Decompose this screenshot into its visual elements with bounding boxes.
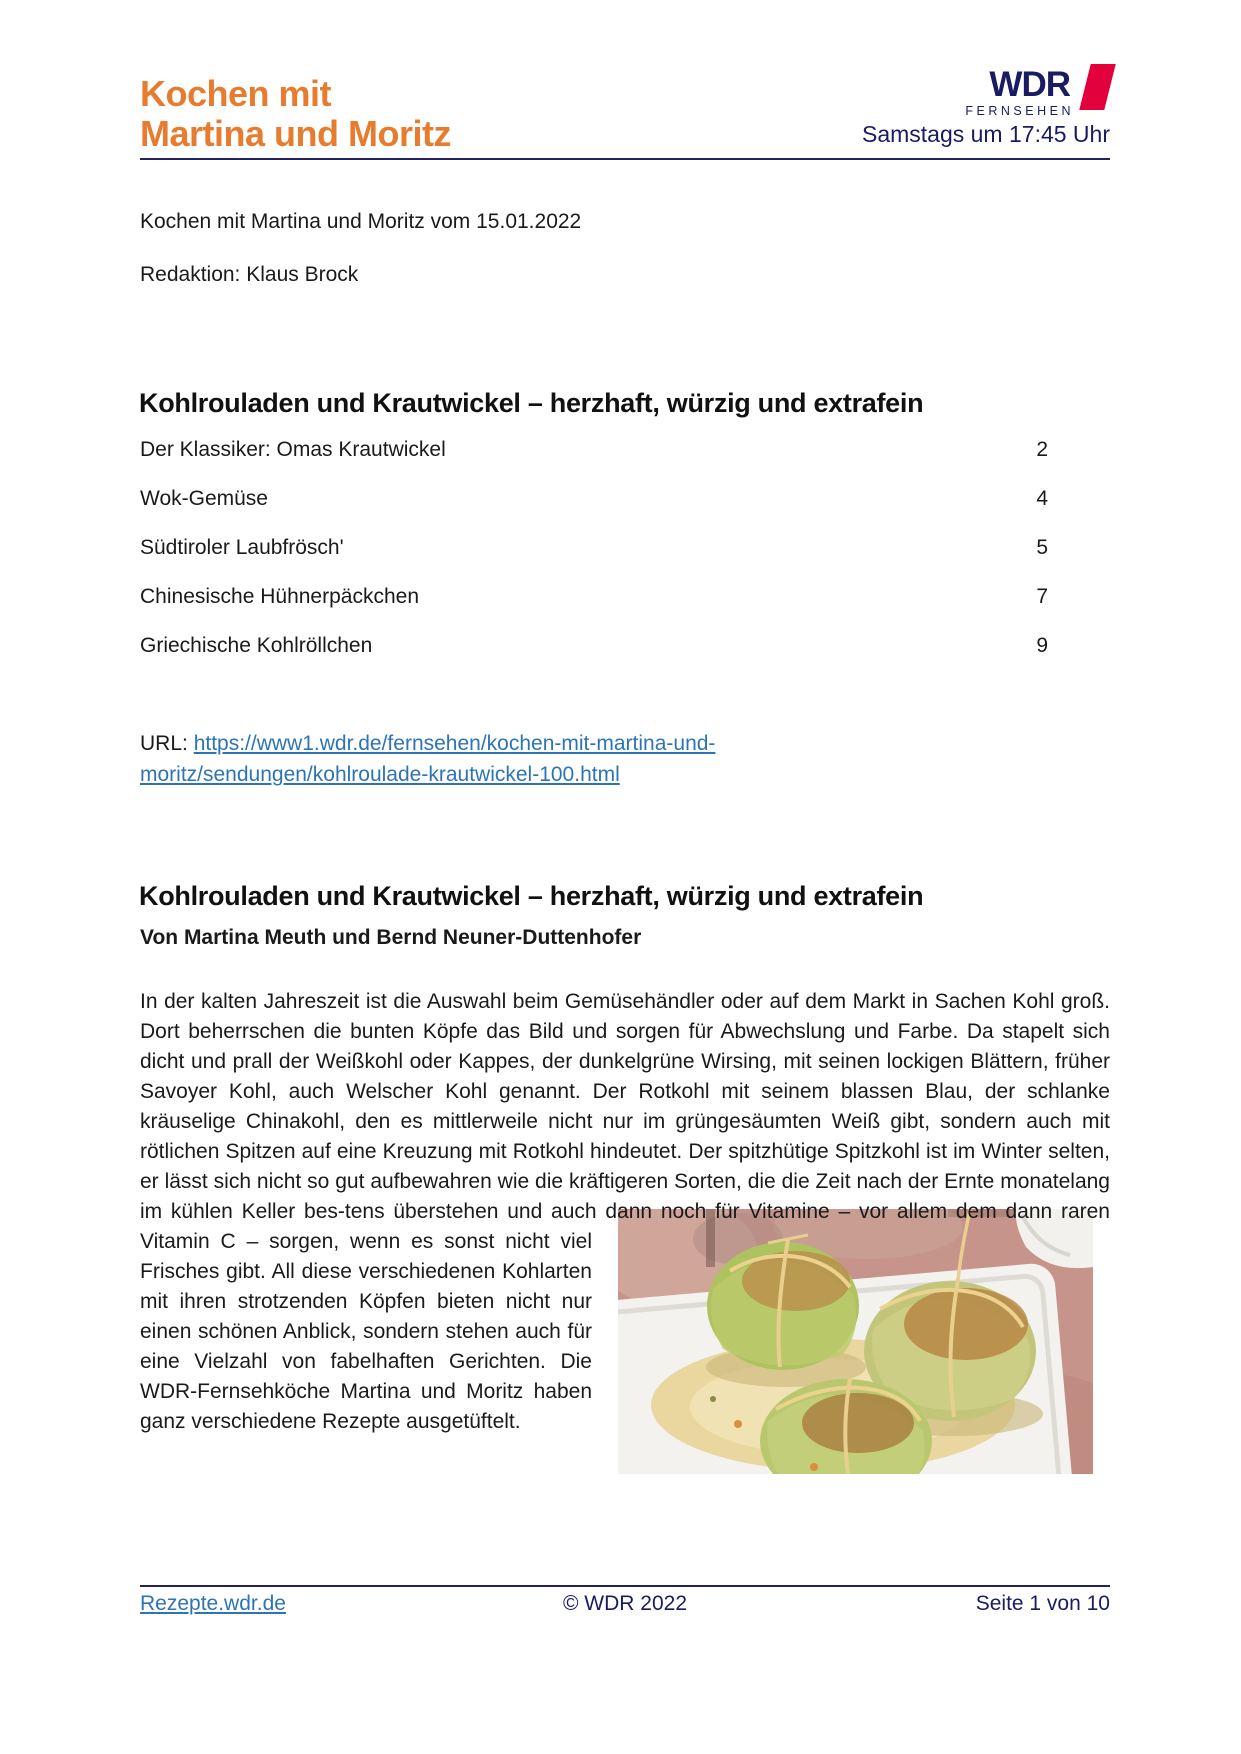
header-rule (140, 158, 1110, 160)
show-logo (140, 74, 451, 154)
toc-entry-page: 9 (1036, 634, 1048, 657)
toc-entry-label: Griechische Kohlröllchen (140, 634, 373, 657)
url-label: URL: (140, 732, 194, 755)
redaktion-line: Redaktion: Klaus Brock (140, 263, 359, 286)
url-paragraph (140, 728, 785, 790)
wdr-logo (989, 65, 1110, 104)
article-title: Kohlrouladen und Krautwickel – herzhaft, würzig und extrafein (139, 881, 924, 911)
copyright-text: © WDR 2022 (562, 1592, 687, 1615)
wdr-fernsehen-label: FERNSEHEN (965, 104, 1074, 118)
toc-entry-page: 2 (1036, 438, 1048, 461)
toc-entry (140, 483, 1110, 514)
toc-list (140, 434, 1110, 679)
toc-entry (140, 532, 1110, 563)
broadcast-schedule: Samstags um 17:45 Uhr (861, 121, 1110, 147)
wdr-logo-block (861, 65, 1110, 148)
toc-entry (140, 434, 1110, 465)
toc-entry-page: 5 (1036, 536, 1048, 559)
toc-entry-page: 7 (1036, 585, 1048, 608)
page-header (140, 60, 1110, 158)
article-body (140, 987, 1110, 1486)
footer-rule (140, 1585, 1110, 1587)
toc-title: Kohlrouladen und Krautwickel – herzhaft, würzig und extrafein (139, 388, 924, 418)
article-url-link[interactable]: https://www1.wdr.de/fernsehen/kochen-mit-martina-und-moritz/sendungen/kohlroulade-krautwickel-100.html (140, 732, 716, 786)
show-logo-line2: Martina und Moritz (140, 113, 451, 154)
toc-entry (140, 630, 1110, 661)
episode-line: Kochen mit Martina und Moritz vom 15.01.2022 (140, 210, 582, 233)
toc-entry (140, 581, 1110, 612)
body-rest-text: tens überstehen und auch dann noch für Vitamine – vor allem dem dann raren Vitamin C – sorgen, wenn es sonst nicht viel Frisches gibt. All diese verschiedenen Kohlarten mit ihren strotzenden Köpfen bieten nicht nur einen schönen Anblick, sondern stehen auch für eine Vielzahl von fabelhaften Gerichten. Die WDR-Fernsehköche Martina und Moritz haben ganz verschiedene Rezepte ausgetüftelt. (140, 1200, 1110, 1433)
show-logo-line1: Kochen mit (140, 73, 332, 114)
rezepte-wdr-link[interactable]: Rezepte.wdr.de (140, 1592, 286, 1615)
article-byline: Von Martina Meuth und Bernd Neuner-Duttenhofer (140, 926, 642, 949)
toc-entry-label: Wok-Gemüse (140, 487, 268, 510)
body-intro-text: In der kalten Jahreszeit ist die Auswahl beim Gemüsehändler oder auf dem Markt in Sachen Kohl groß. Dort beherrschen die bunten Köpfe das Bild und sorgen für Abwechslung und Farbe. Da stapelt sich dicht und prall der Weißkohl oder Kappes, der dunkelgrüne Wirsing, mit seinen lockigen Blättern, früher Savoyer Kohl, auch Welscher Kohl genannt. Der Rotkohl mit seinem blassen Blau, der schlanke kräuselige Chinakohl, den es mittlerweile nicht nur im grüngesäumten Weiß gibt, sondern auch mit rötlichen Spitzen auf eine Kreuzung mit Rotkohl hindeutet. Der spitzhütige Spitzkohl ist im Winter selten, er lässt sich nicht so gut aufbewahren wie die kräftigeren Sorten, die die Zeit nach der Ernte monatelang im kühlen Keller bes- (140, 990, 1110, 1223)
page-number: Seite 1 von 10 (975, 1592, 1110, 1615)
toc-entry-label: Südtiroler Laubfrösch' (140, 536, 344, 559)
toc-entry-label: Der Klassiker: Omas Krautwickel (140, 438, 446, 461)
kohlrouladen-photo (618, 1209, 1093, 1474)
toc-entry-label: Chinesische Hühnerpäckchen (140, 585, 419, 608)
toc-entry-page: 4 (1036, 487, 1048, 510)
page-footer (140, 1592, 1110, 1616)
wdr-logo-text: WDR (989, 65, 1070, 104)
wdr-flag-icon (1079, 64, 1115, 110)
